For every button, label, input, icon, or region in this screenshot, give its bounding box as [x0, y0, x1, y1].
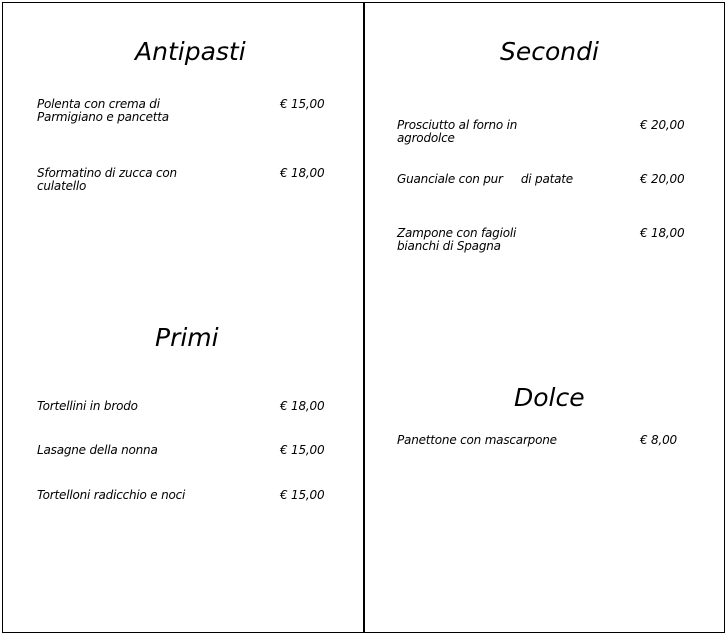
- menu-item-name: Sformatino di zucca con culatello: [37, 166, 177, 193]
- menu-item-name: Guanciale con pur di patate: [397, 172, 573, 186]
- menu-item-price: € 15,00: [280, 97, 325, 111]
- menu-item-price: € 18,00: [280, 399, 325, 413]
- menu-item-price: € 8,00: [640, 433, 677, 447]
- menu-item-name: Lasagne della nonna: [37, 443, 158, 457]
- menu-item-price: € 18,00: [280, 166, 325, 180]
- menu-item-price: € 15,00: [280, 443, 325, 457]
- antipasti-title: Antipasti: [135, 37, 246, 66]
- menu-item-price: € 20,00: [640, 172, 685, 186]
- menu-item-name: Tortelloni radicchio e noci: [37, 488, 186, 502]
- menu-page-right: [363, 2, 725, 633]
- secondi-title: Secondi: [500, 37, 599, 66]
- menu-item-price: € 18,00: [640, 226, 685, 240]
- primi-title: Primi: [155, 323, 219, 352]
- menu-item-name: Prosciutto al forno in agrodolce: [397, 118, 518, 145]
- menu-item-name: Zampone con fagioli bianchi di Spagna: [397, 226, 517, 253]
- menu-item-name: Panettone con mascarpone: [397, 433, 557, 447]
- menu-item-name: Tortellini in brodo: [37, 399, 138, 413]
- menu-item-price: € 15,00: [280, 488, 325, 502]
- menu-item-name: Polenta con crema di Parmigiano e pancetta: [37, 97, 169, 124]
- menu-item-price: € 20,00: [640, 118, 685, 132]
- dolce-title: Dolce: [514, 383, 585, 412]
- menu-page-left: [2, 2, 364, 633]
